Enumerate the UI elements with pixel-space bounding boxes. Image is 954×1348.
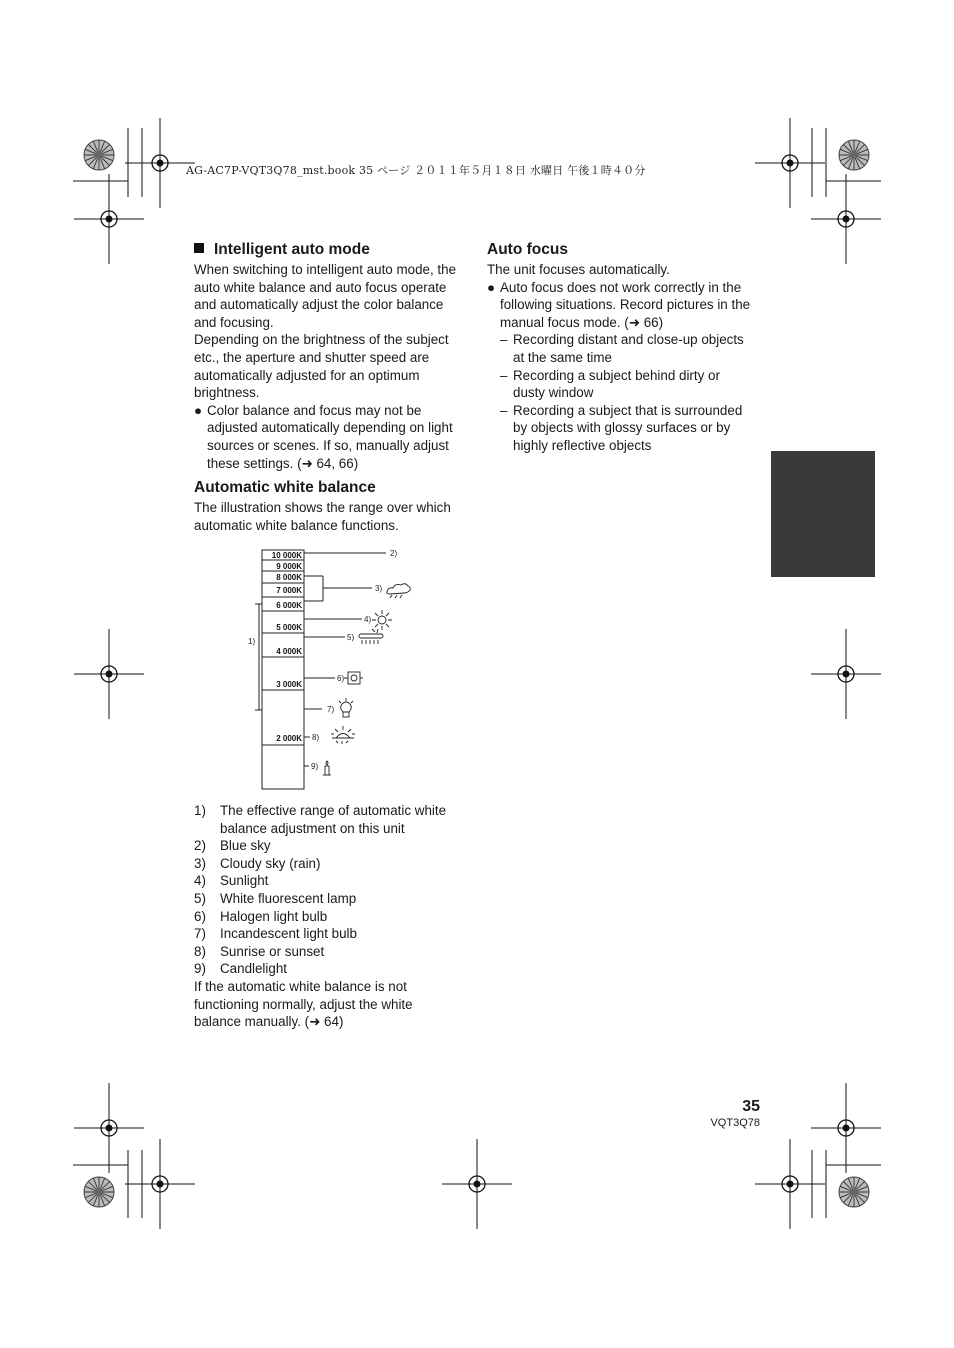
legend-item: 7) Incandescent light bulb <box>194 926 357 942</box>
legend-list <box>194 802 484 1031</box>
callout-1: 1) <box>248 637 256 646</box>
callout-5: 5) <box>347 633 355 642</box>
legend-item: 6) Halogen light bulb <box>194 908 328 924</box>
intelligent-bullet: ● Color balance and focus may not be adjusted automatically depending on light sources or scenes. If so, manually adjust these settings. (➜ 64, 66) <box>194 402 453 471</box>
auto-focus-case: – Recording a subject that is surrounded by objects with glossy surfaces or by highly reflective objects <box>500 402 743 453</box>
auto-focus-intro: The unit focuses automatically. <box>487 262 670 277</box>
dash-icon: – <box>500 402 508 418</box>
intelligent-para-1: When switching to intelligent auto mode, the auto white balance and auto focus operate and automatically adjust the color balance and focusing. <box>194 262 457 330</box>
intelligent-para-2: Depending on the brightness of the subject etc., the aperture and shutter speed are automatically adjusted for an optimum brightness. <box>194 332 449 401</box>
bullet-icon: ● <box>487 279 496 295</box>
sunrise-icon <box>331 726 355 744</box>
callout-6: 6) <box>337 674 345 683</box>
scale-8000k: 8 000K <box>276 573 302 582</box>
awb-heading: Automatic white balance <box>194 479 376 497</box>
incandescent-bulb-icon <box>339 698 353 717</box>
legend-item: 2) Blue sky <box>194 838 271 854</box>
sun-icon <box>372 610 392 630</box>
callout-9: 9) <box>311 762 319 771</box>
candle-icon <box>323 761 331 775</box>
legend-item: 4) Sunlight <box>194 873 269 889</box>
legend-item: 1) The effective range of automatic white balance adjustment on this unit <box>194 803 447 836</box>
print-header: AG-AC7P-VQT3Q78_mst.book 35 ページ ２０１１年５月１８日 水曜日 午後１時４０分 <box>186 164 646 177</box>
callout-7: 7) <box>327 705 335 714</box>
scale-7000k: 7 000K <box>276 586 302 595</box>
scale-4000k: 4 000K <box>276 647 302 656</box>
halogen-bulb-icon <box>344 672 363 684</box>
callout-8: 8) <box>312 733 320 742</box>
callout-2: 2) <box>390 549 398 558</box>
right-column <box>487 240 767 455</box>
document-code: VQT3Q78 <box>710 1117 760 1129</box>
page-number: 35 <box>742 1098 760 1115</box>
intelligent-auto-heading: Intelligent auto mode <box>194 240 474 260</box>
dash-icon: – <box>500 332 508 348</box>
scale-9000k: 9 000K <box>276 562 302 571</box>
auto-focus-bullet: ● Auto focus does not work correctly in the following situations. Record pictures in the manual focus mode. (➜ 66) <box>487 279 751 330</box>
auto-focus-case: – Recording distant and close-up objects at the same time <box>500 332 744 365</box>
scale-5000k: 5 000K <box>276 623 302 632</box>
callout-4: 4) <box>364 615 372 624</box>
scale-3000k: 3 000K <box>276 680 302 689</box>
legend-item: 3) Cloudy sky (rain) <box>194 855 321 871</box>
auto-focus-case: – Recording a subject behind dirty or dusty window <box>500 367 720 401</box>
fluorescent-lamp-icon <box>359 629 383 644</box>
scale-10000k: 10 000K <box>271 551 302 560</box>
legend-item: 9) Candlelight <box>194 961 287 977</box>
dash-icon: – <box>500 367 508 383</box>
legend-item: 8) Sunrise or sunset <box>194 943 325 959</box>
scale-2000k: 2 000K <box>276 734 302 743</box>
bullet-icon: ● <box>194 402 203 418</box>
cloud-icon <box>387 584 410 598</box>
scale-6000k: 6 000K <box>276 601 302 610</box>
callout-3: 3) <box>375 584 383 593</box>
awb-intro: The illustration shows the range over which automatic white balance functions. <box>194 500 451 533</box>
legend-item: 5) White fluorescent lamp <box>194 890 357 906</box>
auto-focus-heading: Auto focus <box>487 241 568 258</box>
awb-closing: If the automatic white balance is not functioning normally, adjust the white balance manually. (➜ 64) <box>194 978 413 1030</box>
